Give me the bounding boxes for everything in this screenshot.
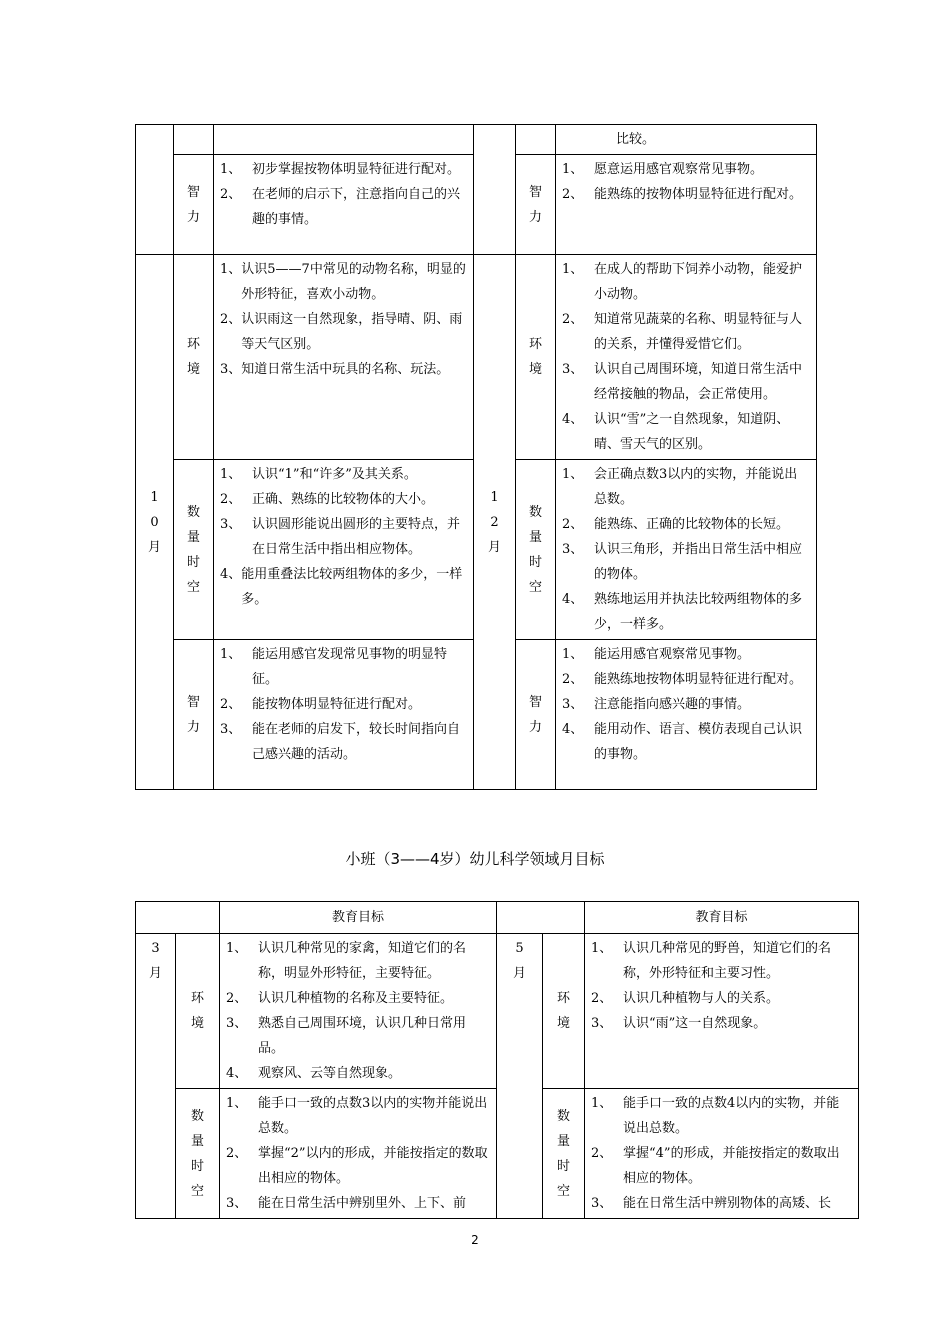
- goals-list: [214, 255, 474, 460]
- category-cell-cont-right: [516, 125, 556, 155]
- goal-item: 1、 能手口一致的点数4以内的实物，并能说出总数。: [591, 1096, 840, 1136]
- goal-item: 3、 认识圆形能说出圆形的主要特点，并在日常生活中指出相应物体。: [220, 517, 461, 557]
- category-huanjing: 环 境: [543, 934, 585, 1089]
- month-label: 5 月: [497, 934, 543, 1219]
- goal-item: 4、 认识“雪”之一自然现象，知道阴、晴、雪天气的区别。: [562, 412, 790, 452]
- goal-item: 1、 初步掌握按物体明显特征进行配对。: [220, 162, 461, 177]
- goals-list: [556, 640, 817, 790]
- goal-item: 1、 会正确点数3以内的实物，并能说出总数。: [562, 467, 798, 507]
- goal-item: 2、 正确、熟练的比较物体的大小。: [220, 492, 435, 507]
- goals-list: [585, 1089, 859, 1219]
- header-blank-left: [136, 902, 220, 934]
- goal-item: 3、 认识“雨”这一自然现象。: [591, 1016, 767, 1031]
- goal-item: 2、 知道常见蔬菜的名称、明显特征与人的关系，并懂得爱惜它们。: [562, 312, 803, 352]
- goal-item: 3、 能在日常生活中辨别物体的高矮、长: [591, 1196, 832, 1211]
- goal-item: 3、 知道日常生活中玩具的名称、玩法。: [220, 362, 450, 377]
- goals-list: [556, 155, 817, 255]
- goal-item: 2、 能熟练地按物体明显特征进行配对。: [562, 672, 803, 687]
- goal-item: 2、 能熟练的按物体明显特征进行配对。: [562, 187, 803, 202]
- category-huanjing: 环 境: [176, 934, 220, 1089]
- goal-item: 1、 能运用感官观察常见事物。: [562, 647, 751, 662]
- goal-item: 1、 认识“1”和“许多”及其关系。: [220, 467, 417, 482]
- page-number: 2: [471, 1233, 479, 1247]
- category-zhili: 智 力: [174, 155, 214, 255]
- goal-item: 3、 能在老师的启发下，较长时间指向自己感兴趣的活动。: [220, 722, 461, 762]
- goal-item: 2、 认识几种植物的名称及主要特征。: [226, 991, 454, 1006]
- goals-list: [214, 640, 474, 790]
- goals-list: [556, 255, 817, 460]
- monthly-goals-table-1: [135, 124, 817, 790]
- goal-item: 1、 能手口一致的点数3以内的实物并能说出总数。: [226, 1096, 488, 1136]
- goal-item: 3、 能在日常生活中辨别里外、上下、前: [226, 1196, 467, 1211]
- category-shuliang: 数 量 时 空: [176, 1089, 220, 1219]
- goal-item: 3、 认识自己周围环境，知道日常生活中经常接触的物品，会正常使用。: [562, 362, 803, 402]
- goal-item: 3、 注意能指向感兴趣的事情。: [562, 697, 751, 712]
- goals-list: [220, 1089, 497, 1219]
- goals-cell-cont-left: [214, 125, 474, 155]
- month-label: 3 月: [136, 934, 176, 1219]
- category-zhili: 智 力: [516, 640, 556, 790]
- goal-item: 1、 认识5——7中常见的动物名称，明显的外形特征，喜欢小动物。: [220, 262, 466, 302]
- goal-item: 4、 观察风、云等自然现象。: [226, 1066, 402, 1081]
- month-label: 10 月: [136, 255, 174, 790]
- goal-item: 2、 在老师的启示下，注意指向自己的兴趣的事情。: [220, 187, 461, 227]
- goal-item: 1、 能运用感官发现常见事物的明显特征。: [220, 647, 448, 687]
- goal-item: 2、 掌握“2”以内的形成，并能按指定的数取出相应的物体。: [226, 1146, 488, 1186]
- category-zhili: 智 力: [516, 155, 556, 255]
- header-education-goals-right: 教育目标: [585, 902, 859, 934]
- month-cell-prev-right: [474, 125, 516, 255]
- goals-list: [585, 934, 859, 1089]
- goals-cell-cont-right: [556, 125, 817, 155]
- category-shuliang: 数 量 时 空: [543, 1089, 585, 1219]
- month-cell-prev-left: [136, 125, 174, 255]
- goal-item: 3、 认识三角形，并指出日常生活中相应的物体。: [562, 542, 803, 582]
- section-title: 小班（3——4岁）幼儿科学领域月目标: [345, 850, 605, 868]
- category-shuliang: 数 量 时 空: [516, 460, 556, 640]
- category-huanjing: 环 境: [516, 255, 556, 460]
- header-blank-right: [497, 902, 585, 934]
- monthly-goals-table-2: [135, 901, 859, 1219]
- goals-list: [214, 155, 474, 255]
- goals-list: [214, 460, 474, 640]
- goal-item: 4、 能用重叠法比较两组物体的多少，一样多。: [220, 567, 463, 607]
- goal-item: 1、 认识几种常见的家禽，知道它们的名称，明显外形特征，主要特征。: [226, 941, 467, 981]
- goal-item: 3、 熟悉自己周围环境，认识几种日常用品。: [226, 1016, 467, 1056]
- goal-item: 2、 能按物体明显特征进行配对。: [220, 697, 422, 712]
- goal-item: 4、 能用动作、语言、模仿表现自己认识的事物。: [562, 722, 803, 762]
- goal-item: 1、 愿意运用感官观察常见事物。: [562, 162, 764, 177]
- goal-item: 1、 在成人的帮助下饲养小动物，能爱护小动物。: [562, 262, 803, 302]
- category-huanjing: 环 境: [174, 255, 214, 460]
- category-cell-cont-left: [174, 125, 214, 155]
- category-zhili: 智 力: [174, 640, 214, 790]
- continued-text: 比较。: [616, 132, 656, 147]
- month-label: 12 月: [474, 255, 516, 790]
- goals-list: [556, 460, 817, 640]
- category-shuliang: 数 量 时 空: [174, 460, 214, 640]
- goal-item: 4、 熟练地运用并执法比较两组物体的多少，一样多。: [562, 592, 803, 632]
- goal-item: 1、 认识几种常见的野兽，知道它们的名称，外形特征和主要习性。: [591, 941, 832, 981]
- header-education-goals-left: 教育目标: [220, 902, 497, 934]
- goal-item: 2、 掌握“4”的形成，并能按指定的数取出相应的物体。: [591, 1146, 840, 1186]
- goals-list: [220, 934, 497, 1089]
- goal-item: 2、 认识雨这一自然现象，指导晴、阴、雨等天气区别。: [220, 312, 463, 352]
- goal-item: 2、 能熟练、正确的比较物体的长短。: [562, 517, 790, 532]
- goal-item: 2、 认识几种植物与人的关系。: [591, 991, 780, 1006]
